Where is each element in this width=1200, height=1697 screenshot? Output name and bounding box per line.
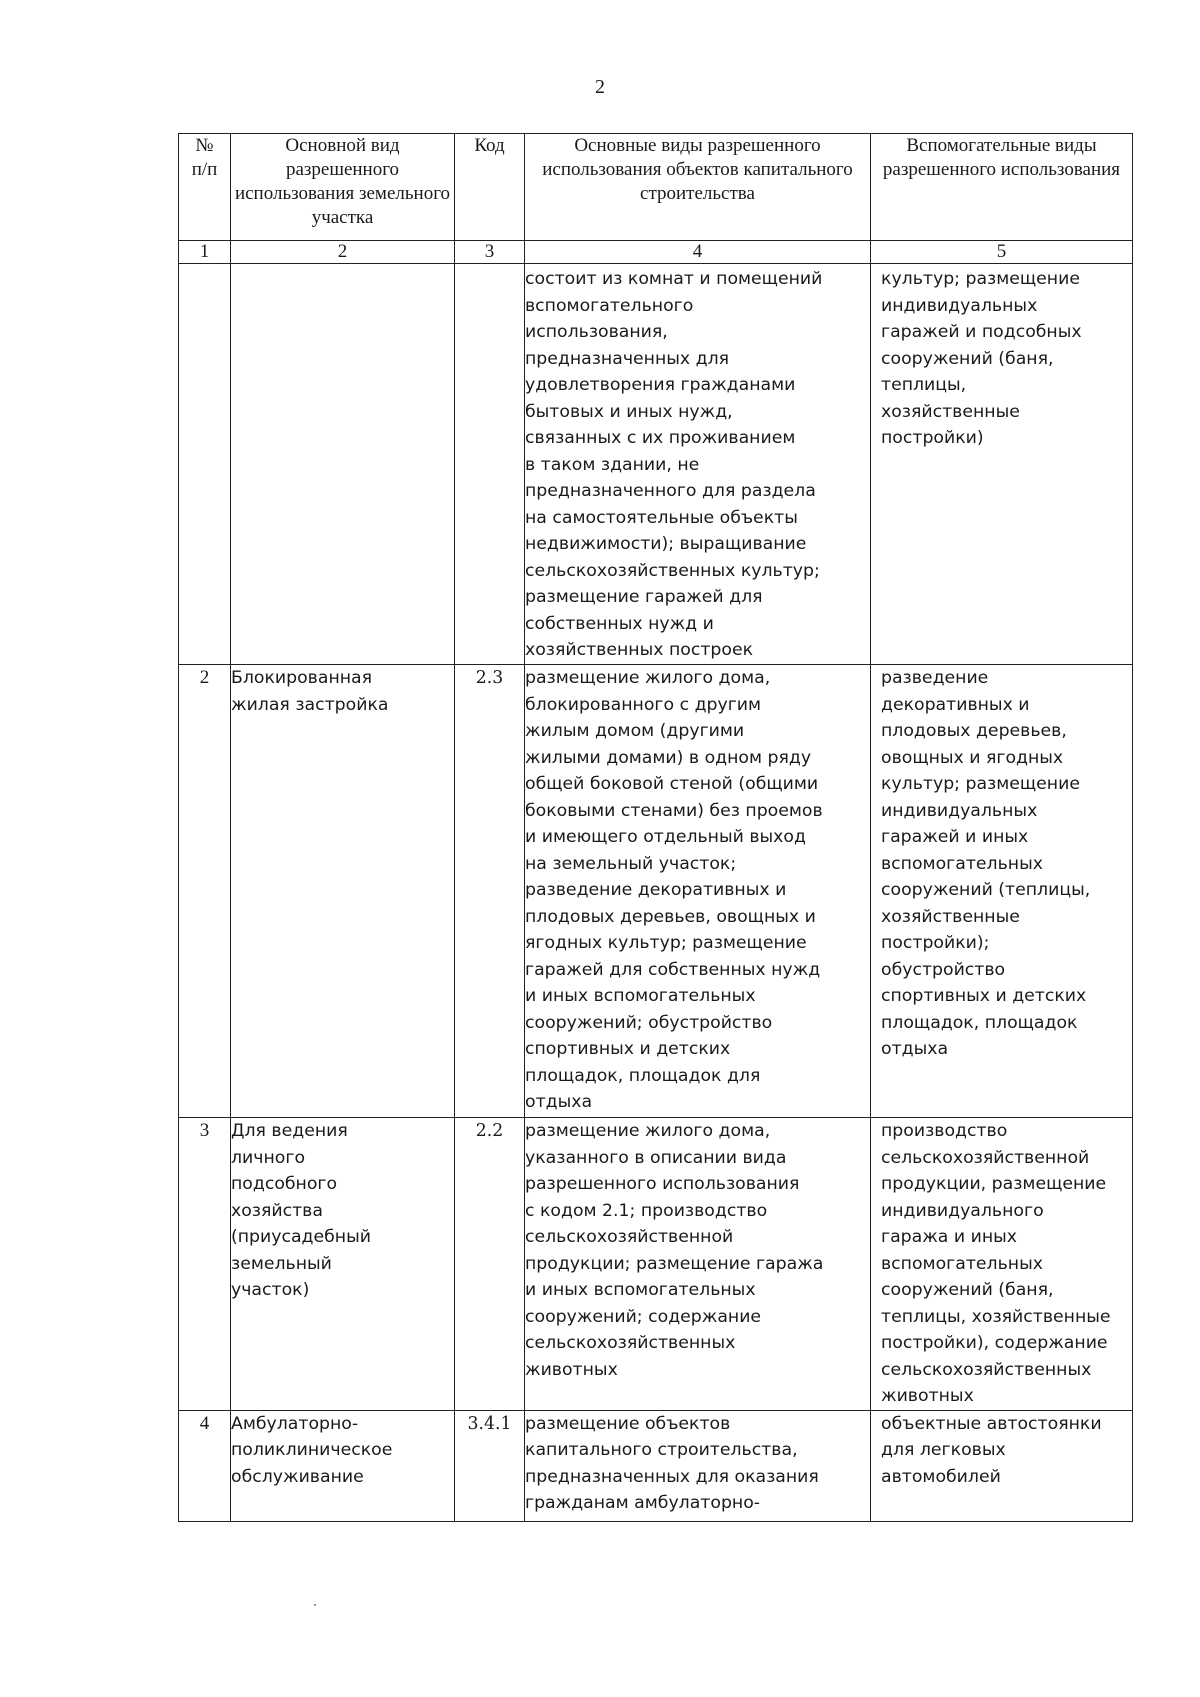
column-number: 1	[179, 241, 231, 264]
scan-speck	[314, 1604, 316, 1606]
auxiliary-cell: культур; размещение индивидуальных гаражей и подсобных сооружений (баня, теплицы, хозяйственные постройки)	[871, 264, 1133, 665]
header-auxiliary: Вспомогательные виды разрешенного использования	[871, 134, 1133, 241]
main-construction-cell: состоит из комнат и помещений вспомогательного использования, предназначенных для удовлетворения гражданами бытовых и иных нужд, связанных с их проживанием в таком здании, не предназначенного для раздела на самостоятельные объекты недвижимости); выращивание сельскохозяйственных культур; размещение гаражей для собственных нужд и хозяйственных построек	[525, 264, 871, 665]
header-main-construction: Основные виды разрешенного использования объектов капитального строительства	[525, 134, 871, 241]
table-row	[179, 1410, 1133, 1521]
row-number: 4	[179, 1410, 231, 1521]
main-type-cell	[231, 264, 455, 665]
column-number: 5	[871, 241, 1133, 264]
column-number: 4	[525, 241, 871, 264]
auxiliary-cell: объектные автостоянки для легковых автомобилей	[871, 1410, 1133, 1521]
main-type-cell: Амбулаторно- поликлиническое обслуживание	[231, 1410, 455, 1521]
header-code: Код	[455, 134, 525, 241]
table-header-row	[179, 134, 1133, 241]
main-type-cell: Для ведения личного подсобного хозяйства (приусадебный земельный участок)	[231, 1118, 455, 1411]
header-main-type: Основной вид разрешенного использования земельного участка	[231, 134, 455, 241]
column-number: 2	[231, 241, 455, 264]
main-construction-cell: размещение жилого дома, указанного в описании вида разрешенного использования с кодом 2.1; производство сельскохозяйственной продукции; размещение гаража и иных вспомогательных сооружений; содержание сельскохозяйственных животных	[525, 1118, 871, 1411]
table-row	[179, 264, 1133, 665]
auxiliary-cell: разведение декоративных и плодовых деревьев, овощных и ягодных культур; размещение индивидуальных гаражей и иных вспомогательных сооружений (теплицы, хозяйственные постройки); обустройство спортивных и детских площадок, площадок отдыха	[871, 665, 1133, 1118]
main-construction-cell: размещение объектов капитального строительства, предназначенных для оказания гражданам амбулаторно-	[525, 1410, 871, 1521]
land-use-table	[178, 133, 1133, 1522]
column-number: 3	[455, 241, 525, 264]
code-cell: 3.4.1	[455, 1410, 525, 1521]
auxiliary-cell: производство сельскохозяйственной продукции, размещение индивидуального гаража и иных вспомогательных сооружений (баня, теплицы, хозяйственные постройки), содержание сельскохозяйственных животных	[871, 1118, 1133, 1411]
table-row	[179, 665, 1133, 1118]
row-number: 3	[179, 1118, 231, 1411]
main-construction-cell: размещение жилого дома, блокированного с другим жилым домом (другими жилыми домами) в одном ряду общей боковой стеной (общими боковыми стенами) без проемов и имеющего отдельный выход на земельный участок; разведение декоративных и плодовых деревьев, овощных и ягодных культур; размещение гаражей для собственных нужд и иных вспомогательных сооружений; обустройство спортивных и детских площадок, площадок для отдыха	[525, 665, 871, 1118]
code-cell: 2.2	[455, 1118, 525, 1411]
column-number-row	[179, 241, 1133, 264]
header-number: № п/п	[179, 134, 231, 241]
table-row	[179, 1118, 1133, 1411]
page-number: 2	[595, 76, 605, 98]
code-cell	[455, 264, 525, 665]
code-cell: 2.3	[455, 665, 525, 1118]
main-type-cell: Блокированная жилая застройка	[231, 665, 455, 1118]
row-number: 2	[179, 665, 231, 1118]
row-number	[179, 264, 231, 665]
